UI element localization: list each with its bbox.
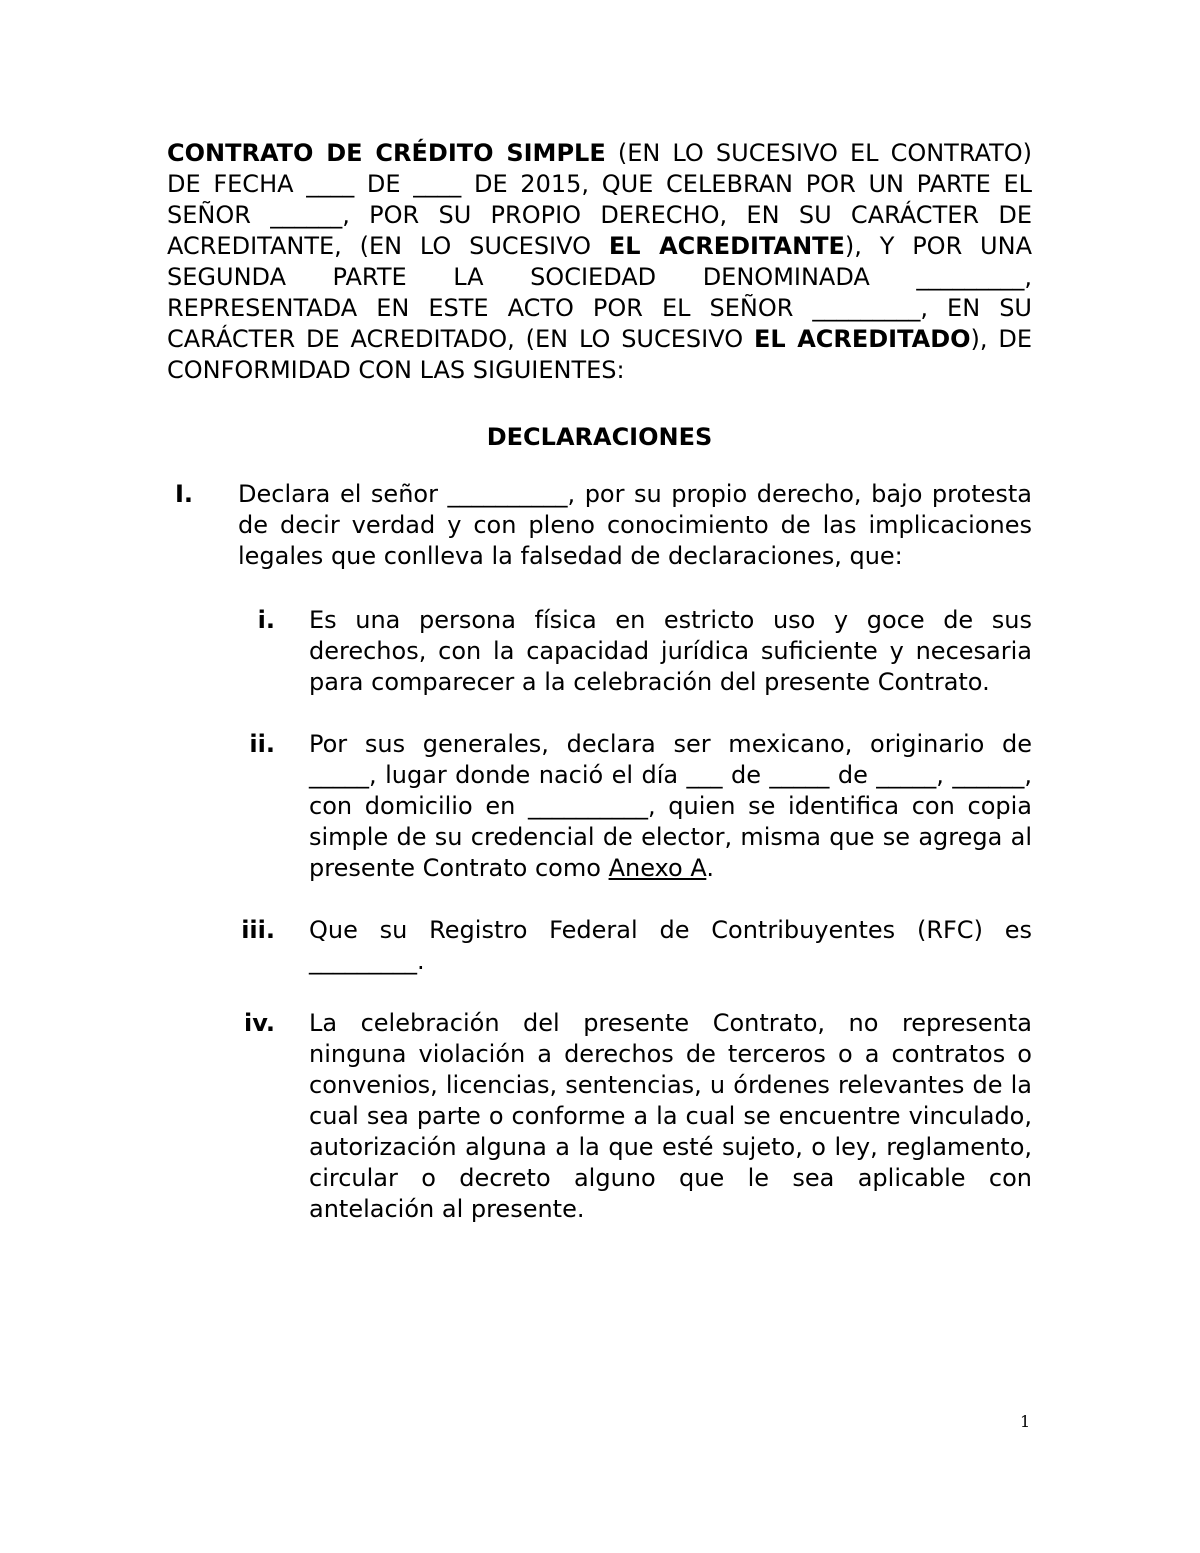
list-item bbox=[238, 605, 1032, 698]
list-item bbox=[238, 915, 1032, 977]
item-text bbox=[309, 729, 1032, 884]
list-item bbox=[238, 1008, 1032, 1225]
item-text: Es una persona física en estricto uso y goce de sus derechos, con la capacidad jurídica suficiente y necesaria para comparecer a la celebración del presente Contrato. bbox=[309, 606, 1032, 696]
item-text: La celebración del presente Contrato, no representa ninguna violación a derechos de terceros o a contratos o convenios, licencias, sentencias, u órdenes relevantes de la cual sea parte o conforme a la cual se encuentre vinculado, autorización alguna a la que esté sujeto, o ley, reglamento, circular o decreto alguno que le sea aplicable con antelación al presente. bbox=[309, 1009, 1032, 1223]
item-number: iv. bbox=[243, 1009, 275, 1037]
contract-preamble bbox=[167, 138, 1032, 386]
item-number: ii. bbox=[249, 730, 275, 758]
sub-declarations-list bbox=[238, 605, 1032, 1225]
document-page bbox=[167, 138, 1032, 1225]
preamble-text-3: ), DE CONFORMIDAD CON LAS SIGUIENTES: bbox=[167, 325, 1032, 384]
acreditante-term: EL ACREDITANTE bbox=[608, 232, 845, 260]
annex-a-reference: Anexo A bbox=[608, 854, 707, 882]
preamble-text-2: ), Y POR UNA SEGUNDA PARTE LA SOCIEDAD DENOMINADA _________, REPRESENTADA EN ESTE ACTO POR EL SEÑOR _________, EN SU CARÁCTER DE ACREDITADO, (EN LO SUCESIVO bbox=[167, 232, 1032, 353]
item-text: Que su Registro Federal de Contribuyentes (RFC) es _________. bbox=[309, 916, 1032, 975]
item-number: i. bbox=[257, 606, 275, 634]
section-heading: DECLARACIONES bbox=[486, 423, 713, 451]
list-item bbox=[238, 729, 1032, 884]
acreditado-term: EL ACREDITADO bbox=[753, 325, 971, 353]
preamble-text-1: (EN LO SUCESIVO EL CONTRATO) DE FECHA ____ DE ____ DE 2015, QUE CELEBRAN POR UN PARTE EL SEÑOR ______, POR SU PROPIO DERECHO, EN SU CARÁCTER DE ACREDITANTE, (EN LO SUCESIVO bbox=[167, 139, 1033, 260]
item-number: iii. bbox=[241, 916, 275, 944]
contract-title: CONTRATO DE CRÉDITO SIMPLE bbox=[167, 139, 606, 167]
item-text-body: Por sus generales, declara ser mexicano, originario de _____, lugar donde nació el día ___ de _____ de _____, ______, con domicilio en __________, quien se identifica con copia simple de su credencial de elector, misma que se agrega al presente Contrato como bbox=[309, 730, 1032, 882]
declaration-section-i bbox=[167, 479, 1032, 1225]
item-text-tail: . bbox=[706, 854, 714, 882]
page-number: 1 bbox=[1020, 1412, 1031, 1431]
section-number: I. bbox=[175, 480, 194, 508]
section-text: Declara el señor __________, por su propio derecho, bajo protesta de decir verdad y con pleno conocimiento de las implicaciones legales que conlleva la falsedad de declaraciones, que: bbox=[238, 480, 1032, 570]
